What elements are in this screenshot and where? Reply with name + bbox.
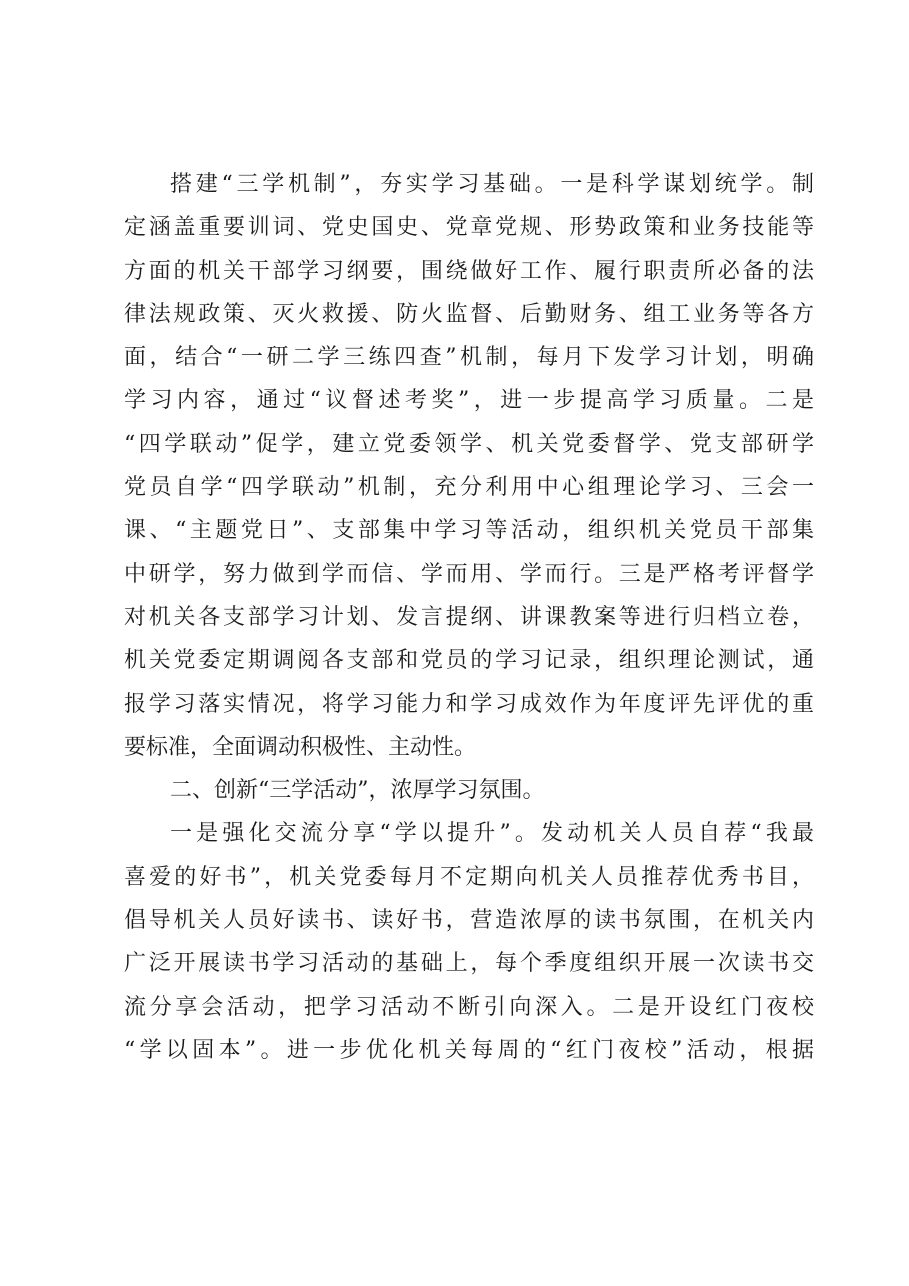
text-line: 喜爱的好书”，机关党委每月不定期向机关人员推荐优秀书目，: [124, 864, 814, 890]
document-body: [124, 163, 814, 1072]
text-line: 面，结合“一研二学三练四查”机制，每月下发学习计划，明确: [124, 345, 814, 371]
text-line: 要标准，全面调动积极性、主动性。: [124, 734, 477, 760]
text-line: 课、“主题党日”、支部集中学习等活动，组织机关党员干部集: [124, 518, 814, 544]
text-line: 倡导机关人员好读书、读好书，营造浓厚的读书氛围，在机关内: [124, 908, 814, 934]
text-line: 机关党委定期调阅各支部和党员的学习记录，组织理论测试，通: [124, 648, 814, 674]
text-line: 党员自学“四学联动”机制，充分利用中心组理论学习、三会一: [124, 475, 814, 501]
text-line: 广泛开展读书学习活动的基础上，每个季度组织开展一次读书交: [124, 951, 814, 977]
text-line: 中研学，努力做到学而信、学而用、学而行。三是严格考评督学: [124, 561, 814, 587]
text-line: 一是强化交流分享“学以提升”。发动机关人员自荐“我最: [170, 821, 814, 847]
text-line: 律法规政策、灭火救援、防火监督、后勤财务、组工业务等各方: [124, 301, 814, 327]
section-heading-text: 二、创新“三学活动”，浓厚学习氛围。: [170, 778, 545, 804]
section-heading: [124, 769, 814, 812]
text-line: “学以固本”。进一步优化机关每周的“红门夜校”活动，根据: [124, 1037, 814, 1063]
text-line: 报学习落实情况，将学习能力和学习成效作为年度评先评优的重: [124, 691, 814, 717]
text-line: 搭建“三学机制”，夯实学习基础。一是科学谋划统学。制: [170, 172, 814, 197]
text-line: 流分享会活动，把学习活动不断引向深入。二是开设红门夜校: [124, 994, 814, 1020]
paragraph-three-study-mechanism: [124, 163, 814, 769]
text-line: 对机关各支部学习计划、发言提纲、讲课教案等进行归档立卷，: [124, 604, 814, 630]
text-line: 定涵盖重要训词、党史国史、党章党规、形势政策和业务技能等: [124, 215, 814, 241]
paragraph-three-study-activities: [124, 812, 814, 1072]
text-line: “四学联动”促学，建立党委领学、机关党委督学、党支部研学: [124, 431, 814, 457]
text-line: 方面的机关干部学习纲要，围绕做好工作、履行职责所必备的法: [124, 258, 814, 284]
text-line: 学习内容，通过“议督述考奖”，进一步提高学习质量。二是: [124, 388, 814, 414]
